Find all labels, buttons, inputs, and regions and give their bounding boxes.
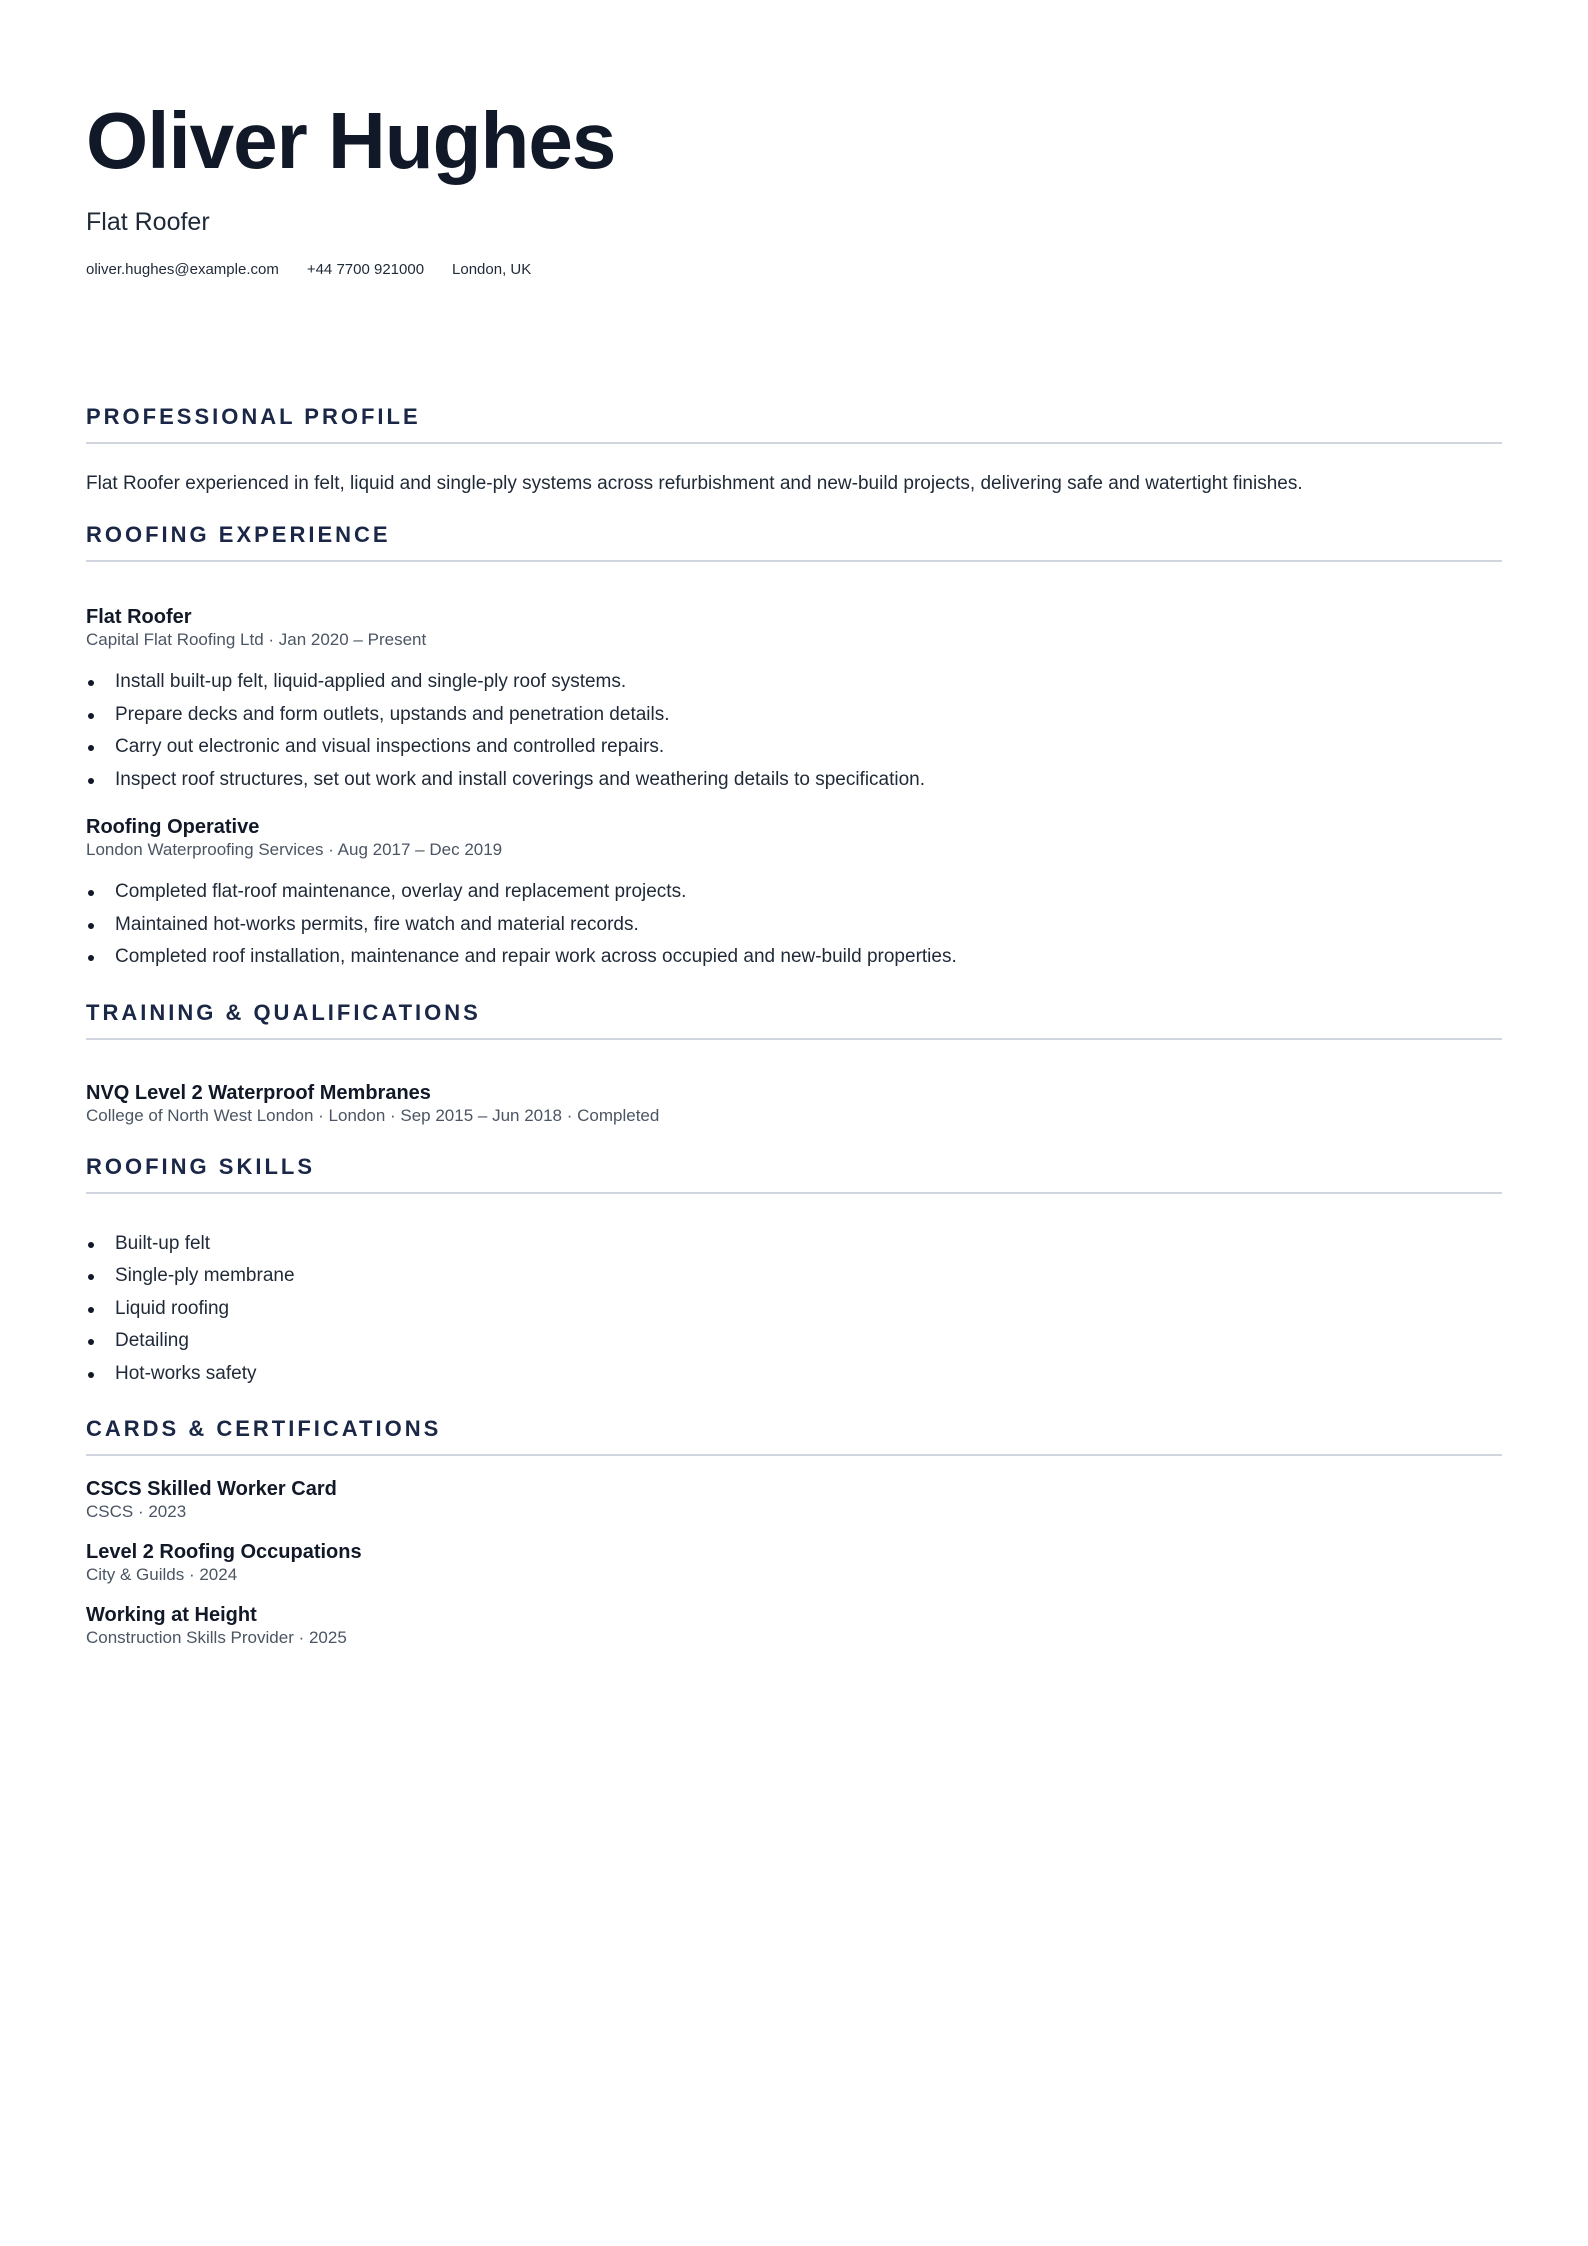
job-bullet: Maintained hot-works permits, fire watch and material records. [115,909,1502,942]
certification-title: Working at Height [86,1604,257,1626]
job-bullet: Prepare decks and form outlets, upstands and penetration details. [115,699,1502,732]
section-heading-training: TRAINING & QUALIFICATIONS [86,1000,1502,1040]
contact-line [86,260,1502,280]
candidate-role: Flat Roofer [86,208,210,236]
qualification-title: NVQ Level 2 Waterproof Membranes [86,1081,431,1104]
certifications-section [86,1416,1502,1648]
skill-item: Built-up felt [115,1228,1502,1261]
candidate-name: Oliver Hughes [86,96,616,185]
contact-location: London, UK [452,261,532,278]
section-heading-experience: ROOFING EXPERIENCE [86,522,1502,562]
job-title: Roofing Operative [86,816,260,838]
certification-meta: Construction Skills Provider · 2025 [86,1628,347,1647]
job-bullet: Install built-up felt, liquid-applied and single-ply roof systems. [115,666,1502,699]
job-bullet: Completed flat-roof maintenance, overlay and replacement projects. [115,876,1502,909]
certification-meta: CSCS · 2023 [86,1502,187,1521]
skill-item: Liquid roofing [115,1293,1502,1326]
qualification-meta: College of North West London · London · Sep 2015 – Jun 2018 · Completed [86,1105,660,1125]
profile-summary: Flat Roofer experienced in felt, liquid and single-ply systems across refurbishment and new-build projects, delivering safe and watertight finishes. [86,473,1303,494]
certification-entry [86,1476,1502,1522]
skill-item: Single-ply membrane [115,1260,1502,1293]
contact-email: oliver.hughes@example.com [86,261,279,278]
job-entry [86,604,1502,796]
job-bullet: Inspect roof structures, set out work and install coverings and weathering details to specification. [115,764,1502,797]
job-meta: London Waterproofing Services · Aug 2017 – Dec 2019 [86,840,503,859]
job-meta: Capital Flat Roofing Ltd · Jan 2020 – Present [86,630,427,649]
job-bullet: Carry out electronic and visual inspections and controlled repairs. [115,731,1502,764]
training-section [86,1000,1502,1126]
job-bullet-list [86,876,1502,974]
skills-section [86,1154,1502,1391]
skills-list [86,1228,1502,1391]
contact-phone: +44 7700 921000 [306,261,425,278]
section-heading-skills: ROOFING SKILLS [86,1154,1502,1194]
certification-title: Level 2 Roofing Occupations [86,1541,362,1563]
certification-entry [86,1602,1502,1648]
experience-section [86,522,1502,974]
certification-entry [86,1539,1502,1585]
qualification-entry [86,1080,1502,1126]
section-heading-profile: PROFESSIONAL PROFILE [86,404,1502,444]
skill-item: Detailing [115,1325,1502,1358]
job-entry [86,814,1502,974]
profile-section [86,404,1502,498]
resume-header [86,0,1502,280]
certification-meta: City & Guilds · 2024 [86,1565,238,1584]
section-heading-certifications: CARDS & CERTIFICATIONS [86,1416,1502,1456]
certification-title: CSCS Skilled Worker Card [86,1478,337,1500]
job-bullet: Completed roof installation, maintenance and repair work across occupied and new-build properties. [115,941,1502,974]
job-title: Flat Roofer [86,606,192,628]
job-bullet-list [86,666,1502,796]
skill-item: Hot-works safety [115,1358,1502,1391]
